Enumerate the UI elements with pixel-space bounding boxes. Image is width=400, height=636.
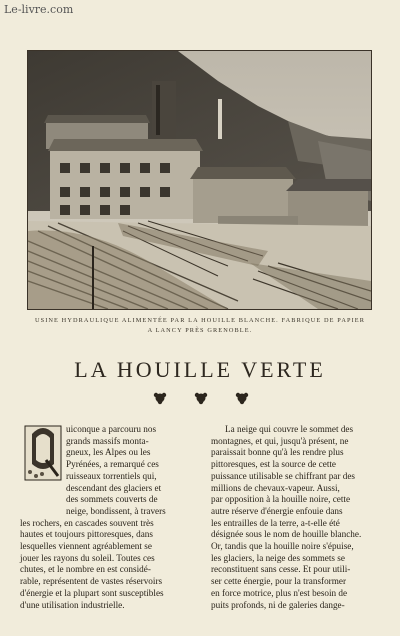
text-line: lesquelles viennent agréablement se	[20, 541, 152, 552]
text-line: puissance utilisable se chiffrant par des	[211, 470, 355, 481]
photo-caption	[20, 316, 380, 336]
text-line: reconstituent sans cesse. Et pour utili-	[211, 564, 351, 575]
text-line: autre réserve d'énergie enfouie dans	[211, 505, 343, 516]
text-line: La neige qui couvre le sommet des	[225, 424, 354, 434]
text-line: ser cette énergie, pour la transformer	[211, 576, 347, 587]
ornament-row	[146, 390, 256, 406]
text-line: hautes et toujours pittoresques, dans	[20, 529, 153, 540]
text-line: des sommets couverts de	[66, 494, 158, 505]
text-line: gneux, les Alpes ou les	[66, 447, 151, 458]
text-line: puits profonds, ni de galeries dange-	[211, 599, 345, 610]
caption-line-1: USINE HYDRAULIQUE ALIMENTÉE PAR LA HOUILLE BLANCHE. FABRIQUE DE PAPIER	[34, 317, 366, 324]
watermark: Le-livre.com	[4, 3, 74, 16]
text-line: pittoresques, est la source de cette	[211, 459, 337, 470]
text-line: ruisseaux torrentiels qui,	[66, 470, 157, 481]
factory-photograph	[27, 50, 372, 310]
text-line: millions de chevaux-vapeur. Aussi,	[211, 482, 340, 493]
text-line: montagnes, et qui, jusqu'à présent, ne	[211, 435, 349, 446]
text-line: uiconque a parcouru nos	[66, 424, 157, 434]
right-column	[211, 424, 376, 611]
text-line: Pyrénées, a remarqué ces	[66, 459, 159, 470]
text-line: descendant des glaciers et	[66, 482, 162, 493]
text-line: d'une utilisation industrielle.	[20, 599, 125, 610]
text-line: Or, tandis que la houille noire s'épuise,	[211, 541, 354, 552]
text-line: les rochers, en cascades souvent très	[20, 517, 154, 528]
left-column	[20, 424, 192, 611]
text-line: jouer les rayons du soleil. Toutes ces	[20, 552, 155, 563]
caption-line-2: A LANCY PRÈS GRENOBLE.	[147, 327, 253, 334]
text-line: chutes, et le nombre en est considé-	[20, 564, 151, 575]
text-line: les glaciers, la neige des sommets se	[211, 552, 345, 563]
text-line: rable, représentent de vastes réservoirs	[20, 576, 163, 587]
article-title: LA HOUILLE VERTE	[74, 357, 326, 382]
text-line: les entrailles de la terre, a-t-elle été	[211, 517, 340, 528]
text-line: paraissait bonne qu'à les rendre plus	[211, 447, 344, 458]
text-line: en force motrice, plus n'est besoin de	[211, 587, 348, 598]
text-line: neige, bondissent, à travers	[66, 505, 166, 516]
text-line: d'énergie et la plupart sont susceptibles	[20, 587, 164, 598]
text-line: par opposition à la houille noire, cette	[211, 494, 351, 505]
text-line: désignée sous le nom de houille blanche.	[211, 529, 362, 540]
text-line: grands massifs monta-	[66, 435, 149, 446]
